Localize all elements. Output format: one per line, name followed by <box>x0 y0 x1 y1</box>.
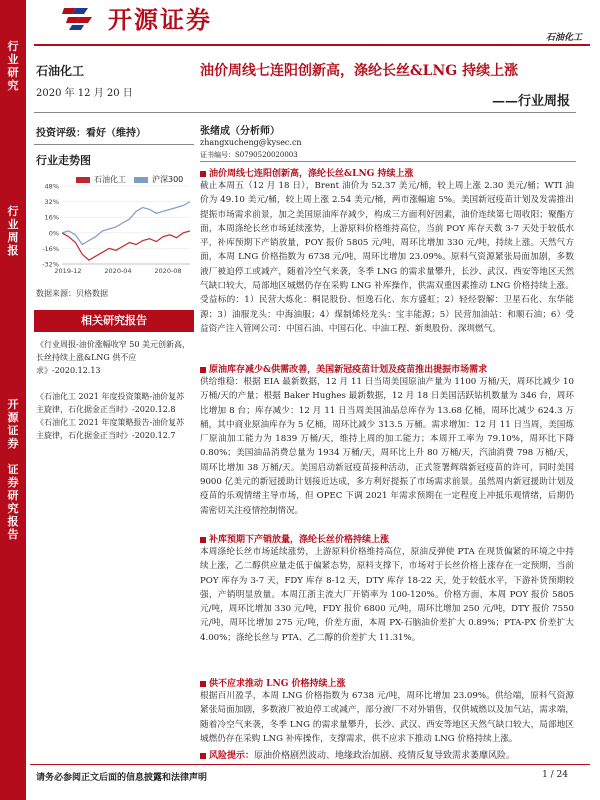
sidebar-char: 证 <box>7 463 19 476</box>
sidebar-char: 报 <box>7 515 19 528</box>
report-sector: 石油化工 <box>36 64 85 78</box>
analyst-email[interactable]: zhangxucheng@kysec.cn <box>200 138 302 147</box>
sidebar-char: 行 <box>7 40 19 53</box>
legend-swatch-2 <box>134 177 148 183</box>
section-body-1: 截止本周五（12 月 18 日），Brent 油价为 52.37 美元/桶，较上周上涨 2.30 美元/桶；WTI 油价为 49.10 美元/桶，较上周上涨 2.54 美元/桶，两市涨幅逾 5%。美国新冠疫苗计划及发需推出提振市场需求前景，加之美国原油库存减少，构成三方面利好因素，油价连续第七周收阳；聚酯方面，本周涤纶长丝市场延续涨势，上游原料价格维持高位，当前 POY 库存天数 3-7 天处于较低水平，补库预期下产销放量，POY 报价 5805 元/吨，周环比增加 330 元/吨，持续上涨。天然气方面，本周 LNG 价格指数为 6738 元/吨，周环比增加 23.09%。原料气资源紧张局面加剧，多数液厂被迫停工或减产，随着冷空气来袭，冬季 LNG 的需求量攀升，长沙、武汉、西安等地区天然气缺口较大，局部地区城燃仍存在采购 LNG 补库操作，供需双重因素推动 LNG 价格持续上涨。受益标的：1）民营大炼化：桐昆股份、恒逸石化、东方盛虹；2）轻烃裂解：卫星石化、东华能源；3）油服龙头：中海油服；4）煤制烯烃龙头：宝丰能源；5）民营加油站：和顺石油；6）受益资产注入管网公司：中国石油、中国石化、中油工程、新奥股份、深圳燃气。 <box>200 181 574 334</box>
sidebar-char <box>0 450 26 463</box>
sidebar-char: 源 <box>7 411 19 424</box>
y-tick-label: 32% <box>44 198 59 207</box>
report-title: 油价周线七连阳创新高，涤纶长丝&LNG 持续上涨 <box>200 63 519 79</box>
sidebar-char: 行 <box>7 205 19 218</box>
sidebar-char: 业 <box>7 53 19 66</box>
legend-label-1: 石油化工 <box>94 175 126 184</box>
analyst-divider <box>200 161 576 162</box>
risk-text: 原油价格剧烈波动、地缘政治加剧、疫情反复导致需求萎靡风险。 <box>254 751 516 761</box>
sidebar-char: 证 <box>7 424 19 437</box>
trend-chart-title: 行业走势图 <box>36 154 91 167</box>
sidebar-char: 告 <box>7 528 19 541</box>
bullet-square-icon <box>200 367 206 373</box>
related-research-header: 相关研究报告 <box>34 310 194 332</box>
x-tick-label: 2020-08 <box>154 267 182 275</box>
analyst-cert: 证书编号：S0790520020003 <box>200 151 298 159</box>
data-source: 数据来源：贝格数据 <box>36 289 108 298</box>
sidebar-char: 研 <box>7 66 19 79</box>
sidebar-label-top <box>0 40 26 92</box>
x-tick-label: 2019-12 <box>54 267 82 275</box>
logo-mark-icon <box>62 4 102 30</box>
section-heading-text: 油价周线七连阳创新高，涤纶长丝&LNG 持续上涨 <box>209 169 414 179</box>
related-item[interactable]: 《行业周报-油价涨幅收窄 50 美元创新高，长丝持续上涨&LNG 供不应求》-2020.12.13 <box>36 340 190 375</box>
legend-series-2 <box>134 174 183 185</box>
sidebar-char: 券 <box>7 476 19 489</box>
section-body-2: 供给维稳：根据 EIA 最新数据，12 月 11 日当周美国原油产量为 1100 万桶/天，周环比减少 10 万桶/天的产量；根据 Baker Hughes 最新数据，12 月 18 日美国活跃钻机数量为 346 台，周环比增加 8 台；库存减少：12 月 11 日当周美国油品总库存为 13.68 亿桶，周环比减少 624.3 万桶，其中商业原油库存为 5 亿桶，周环比减少 313.5 万桶。需求增加：12 月 11 日当周，美国炼厂原油加工能力为 1839 万桶/天，维持上周的加工能力；本周开工率为 79.10%，周环比下降 0.80%；美国油品消费总量为 1934 万桶/天，周环比上升 80 万桶/天，汽油消费 798 万桶/天，周环比增加 38 万桶/天。美国启动新冠疫苗接种活动，正式签署辉瑞新冠疫苗的许可，同时美国 9000 亿美元的新冠援助计划接近达成，多方利好提振了市场需求前景。虽然周内新冠援助计划及疫苗的乐观情绪主导市场，但 OPEC 下调 2021 年需求预期在一定程度上冲抵乐观情绪，后期仍需密切关注疫情控制情况。 <box>200 377 574 516</box>
y-tick-label: 16% <box>44 213 59 222</box>
bullet-square-icon <box>200 753 206 759</box>
related-item[interactable]: 《石油化工 2021 年度投资策略-油价复苏主旋律，石化据金正当时》-2020.12.8 <box>36 392 185 414</box>
logo-text: 开源证券 <box>108 5 212 34</box>
series-line-1 <box>62 231 190 260</box>
bullet-square-icon <box>200 171 206 177</box>
section-heading-4 <box>200 676 346 689</box>
section-heading-2 <box>200 362 487 375</box>
sidebar-char: 业 <box>7 218 19 231</box>
y-tick-label: 48% <box>44 182 59 191</box>
sidebar-char: 究 <box>7 502 19 515</box>
bullet-square-icon <box>200 537 206 543</box>
y-tick-label: -32% <box>42 260 59 269</box>
section-body-3: 本周涤纶长丝市场延续涨势，上游原料价格维持高位，原油反弹使 PTA 在现货偏紧的环境之中持续上涨，乙二醇供应量走低于偏紧态势，原料支撑下，市场对于长丝价格上涨存在一定预期，当前 POY 库存为 3-7 天，FDY 库存 8-12 天，DTY 库存 18-22 天，处于较低水平，下游补货预期较强，产销明显放量。本周江浙主流大厂开销率为 100-120%。价格方面，本周 POY 报价 5805 元/吨，周环比增加 330 元/吨，FDY 报价 6800 元/吨，周环比增加 250 元/吨，DTY 报价 7550 元/吨，周环比增加 275 元/吨，价差方面，本周 PX-石脑油价差扩大 0.89%；PTA-PX 价差扩大 4.00%；涤纶长丝与 PTA、乙二醇的价差扩大 11.31%。 <box>200 547 574 643</box>
related-item[interactable]: 《石油化工 2021 年度策略报告-油价复苏主旋律，石化据金正当时》-2020.12.7 <box>36 418 185 440</box>
section-body-4: 根据百川盈孚，本周 LNG 价格指数为 6738 元/吨，周环比增加 23.09%。供给端，原料气资源紧张局面加剧，多数液厂被迫停工或减产，部分液厂不对外销售，仅供城燃以及加气站，需求端，随着冷空气来袭，冬季 LNG 的需求量攀升，长沙、武汉、西安等地区天然气缺口较大，局部地区城燃仍存在采购 LNG 补库操作，支撑需求，供不应求下推动 LNG 价格持续上涨。 <box>200 691 574 744</box>
sidebar-char: 报 <box>7 244 19 257</box>
section-heading-text: 原油库存减少&供需改善，美国新冠疫苗计划及疫苗推出提振市场需求 <box>209 365 488 375</box>
report-subtitle: ——行业周报 <box>491 94 570 109</box>
section-heading-text: 补库预期下产销放量，涤纶长丝价格持续上涨 <box>209 535 390 545</box>
y-tick-label: -16% <box>42 244 59 253</box>
sidebar-char: 研 <box>7 489 19 502</box>
section-heading-5 <box>200 748 515 761</box>
sidebar-char: 周 <box>7 231 19 244</box>
bullet-square-icon <box>200 681 206 687</box>
report-date: 2020 年 12 月 20 日 <box>36 88 133 99</box>
y-tick-label: 0% <box>48 229 59 238</box>
analyst-name: 张绪成（分析师） <box>200 126 280 137</box>
header-divider <box>34 44 590 46</box>
header-sector-tag: 石油化工 <box>545 33 582 43</box>
legend-label-2: 沪深300 <box>152 175 184 184</box>
sidebar-char: 开 <box>7 398 19 411</box>
legend-series-1 <box>76 174 126 185</box>
sidebar-label-mid <box>0 205 26 257</box>
title-divider <box>34 112 576 113</box>
section-heading-3 <box>200 532 389 545</box>
x-tick-label: 2020-04 <box>104 267 132 275</box>
brand-logo <box>62 2 212 32</box>
legend-swatch-1 <box>76 177 90 183</box>
trend-chart-svg <box>34 172 194 277</box>
investment-rating: 投资评级：看好（维持） <box>36 128 146 139</box>
rating-divider <box>34 144 194 145</box>
section-heading-text: 风险提示： <box>209 751 255 761</box>
sidebar-char: 券 <box>7 437 19 450</box>
footer-divider <box>30 764 590 765</box>
section-heading-1 <box>200 166 414 179</box>
sidebar-label-bottom <box>0 398 26 541</box>
page-number: 1 / 24 <box>542 770 568 780</box>
sidebar-char: 究 <box>7 79 19 92</box>
section-heading-text: 供不应求推动 LNG 价格持续上涨 <box>209 679 346 689</box>
sidebar <box>0 0 26 800</box>
series-line-2 <box>62 202 190 245</box>
trend-chart <box>34 172 194 277</box>
footer-disclaimer: 请务必参阅正文后面的信息披露和法律声明 <box>36 773 208 783</box>
